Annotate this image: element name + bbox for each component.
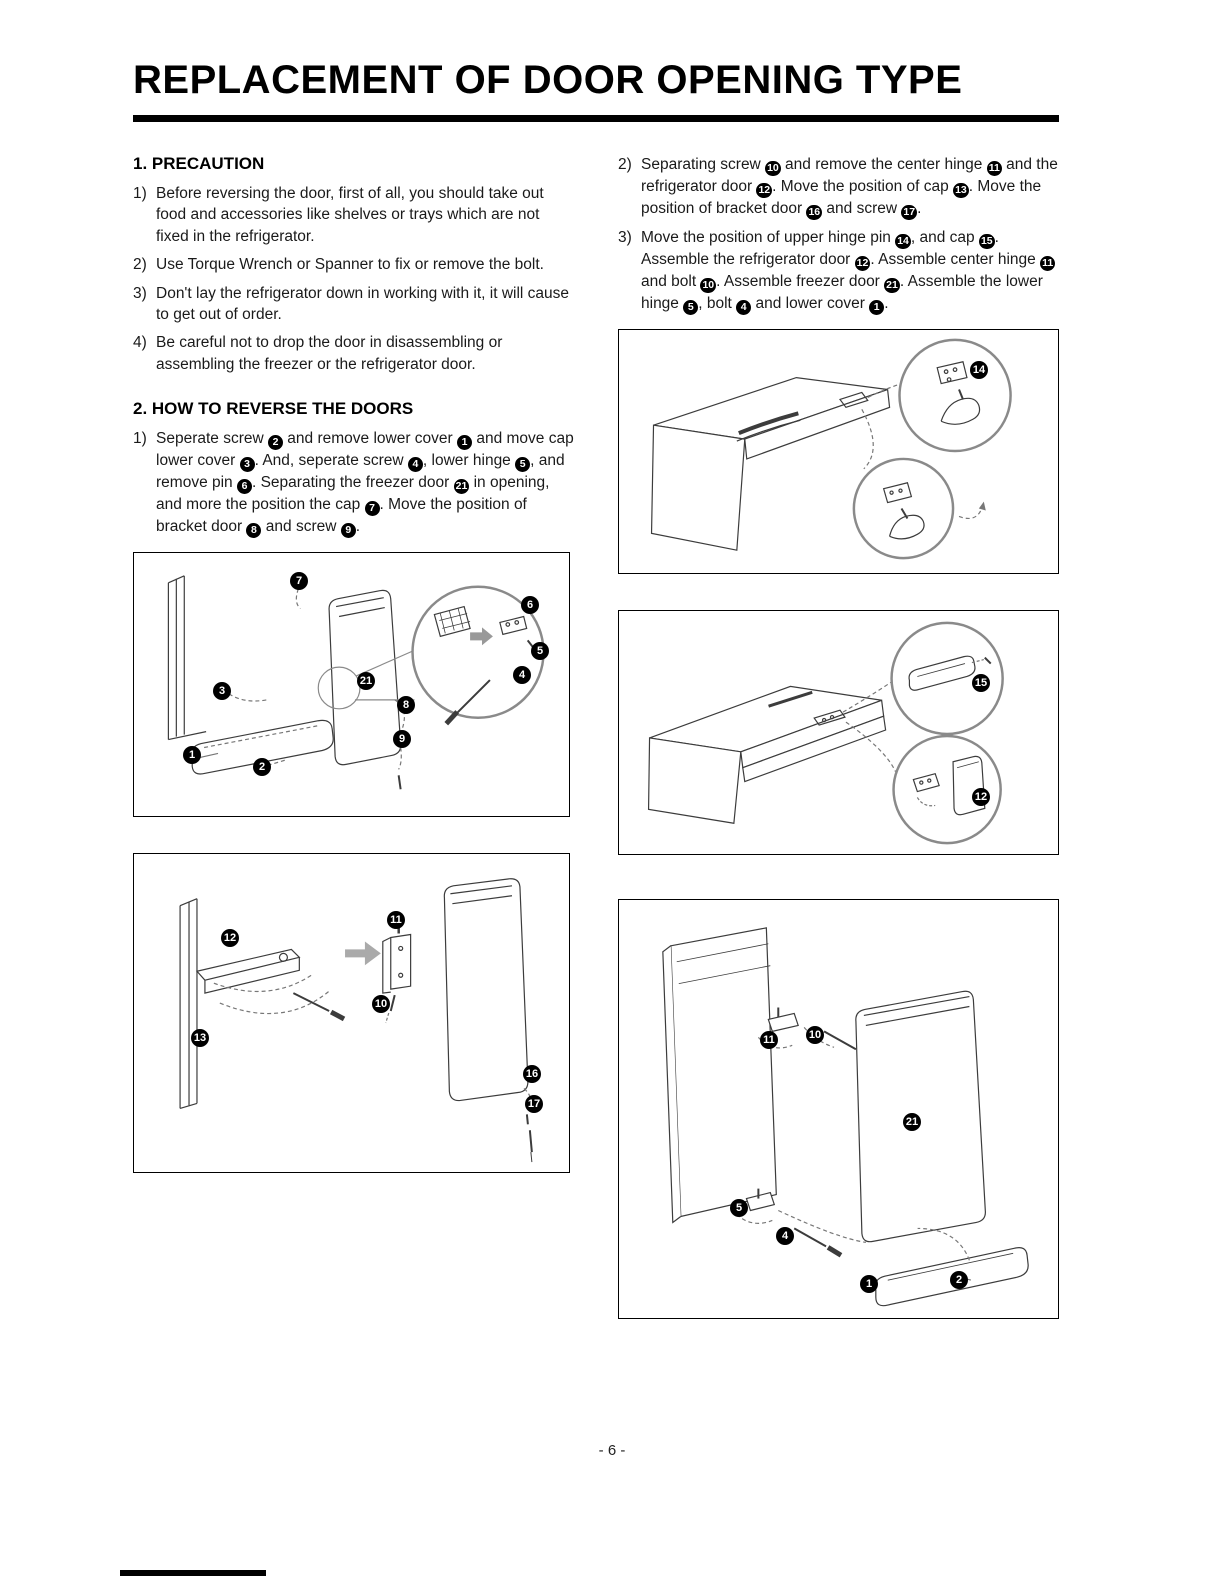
page-content — [133, 58, 1059, 1319]
figure-3-illustration — [619, 330, 1058, 573]
circled-number: 9 — [341, 523, 356, 538]
diagram-callout-21: 21 — [357, 672, 375, 690]
circled-number: 21 — [886, 279, 898, 291]
circled-number: 1 — [869, 300, 884, 315]
item-text: Move the position of upper hinge pin 14 , and cap 15 . Assemble the refrigerator door 12 . Assemble center hinge 11 and bolt 10 . Assemble freezer door 21 . Assemble the lower hinge 5 , bolt 4 and lower cover 1 . — [641, 229, 1054, 313]
diagram-callout-2: 2 — [253, 758, 271, 776]
list-item — [618, 227, 1059, 315]
circled-number: 16 — [808, 206, 821, 218]
diagram-callout-1: 1 — [183, 746, 201, 764]
circled-number: 12 — [856, 257, 869, 269]
diagram-callout-14: 14 — [970, 361, 988, 379]
circled-number: 17 — [903, 206, 916, 218]
figure-upper-hinge-pin — [618, 329, 1059, 574]
item-text: Seperate screw 2 and remove lower cover 1 and move cap lower cover 3 . And, seperate screw 4 , lower hinge 5 , and remove pin 6 . Separating the freezer door 21 in opening, and more the position the cap 7 . Move the position of bracket door 8 and screw 9 . — [156, 430, 574, 536]
diagram-callout-3: 3 — [213, 682, 231, 700]
diagram-callout-12: 12 — [221, 929, 239, 947]
figure-cap-bracket-relocation — [618, 610, 1059, 855]
diagram-callout-2: 2 — [950, 1271, 968, 1289]
section-reverse-doors-continued — [618, 154, 1059, 315]
left-column — [133, 154, 574, 1319]
list-item — [133, 428, 574, 538]
circled-number: 5 — [515, 457, 530, 472]
diagram-callout-5: 5 — [531, 642, 549, 660]
figure-4-illustration — [619, 611, 1058, 854]
reverse-doors-heading: 2. HOW TO REVERSE THE DOORS — [133, 399, 414, 418]
page-title: REPLACEMENT OF DOOR OPENING TYPE — [133, 58, 1059, 122]
two-column-layout — [133, 154, 1059, 1319]
circled-number: 6 — [237, 479, 252, 494]
diagram-callout-9: 9 — [393, 730, 411, 748]
circled-number: 11 — [988, 162, 1000, 174]
list-item — [133, 332, 574, 375]
diagram-callout-12: 12 — [972, 788, 990, 806]
circled-number: 4 — [736, 300, 751, 315]
circled-number: 12 — [758, 184, 771, 196]
figure-2-illustration — [134, 854, 569, 1172]
item-text: Separating screw 10 and remove the center hinge 11 and the refrigerator door 12 . Move the position of cap 13 . Move the position of bracket door 16 and screw 17 . — [641, 156, 1058, 218]
list-item — [133, 183, 574, 247]
diagram-callout-10: 10 — [372, 995, 390, 1013]
diagram-callout-4: 4 — [776, 1227, 794, 1245]
diagram-callout-11: 11 — [760, 1031, 778, 1049]
item-number: 1) — [133, 185, 147, 202]
list-item — [133, 254, 574, 275]
circled-number: 3 — [240, 457, 255, 472]
item-number: 4) — [133, 334, 147, 352]
circled-number: 21 — [455, 480, 468, 492]
item-text: Be careful not to drop the door in disassembling or assembling the freezer or the refrigerator door. — [156, 334, 503, 373]
diagram-callout-1: 1 — [860, 1275, 878, 1293]
list-item — [133, 283, 574, 326]
circled-number: 15 — [980, 235, 993, 247]
section-reverse-doors — [133, 399, 574, 538]
diagram-callout-15: 15 — [972, 674, 990, 692]
diagram-callout-7: 7 — [290, 572, 308, 590]
right-column — [618, 154, 1059, 1319]
circled-number: 5 — [683, 300, 698, 315]
diagram-callout-6: 6 — [521, 596, 539, 614]
circled-number: 2 — [268, 435, 283, 450]
diagram-callout-10: 10 — [806, 1026, 824, 1044]
circled-number: 8 — [246, 523, 261, 538]
diagram-callout-17: 17 — [525, 1095, 543, 1113]
circled-number: 4 — [408, 457, 423, 472]
circled-number: 10 — [767, 162, 779, 174]
page-number: - 6 - — [598, 1442, 626, 1459]
item-text: Use Torque Wrench or Spanner to fix or remove the bolt. — [156, 256, 544, 274]
item-number: 2) — [618, 156, 632, 173]
section-precaution — [133, 154, 574, 375]
circled-number: 10 — [702, 279, 715, 291]
diagram-callout-16: 16 — [523, 1065, 541, 1083]
circled-number: 11 — [1042, 257, 1054, 269]
item-number: 3) — [133, 284, 147, 302]
item-text: Before reversing the door, first of all, you should take out food and accessories like shelves or trays which are not fixed in the refrigerator. — [156, 185, 544, 245]
circled-number: 13 — [955, 184, 967, 196]
circled-number: 14 — [897, 235, 909, 247]
figure-1-illustration — [134, 553, 569, 816]
circled-number: 7 — [365, 501, 380, 516]
diagram-callout-11: 11 — [387, 911, 405, 929]
diagram-callout-8: 8 — [397, 696, 415, 714]
item-number: 3) — [618, 229, 632, 246]
list-item — [618, 154, 1059, 220]
precaution-heading: 1. PRECAUTION — [133, 154, 265, 173]
item-number: 2) — [133, 256, 147, 274]
diagram-callout-4: 4 — [513, 666, 531, 684]
item-number: 1) — [133, 430, 147, 447]
circled-number: 1 — [457, 435, 472, 450]
item-text: Don't lay the refrigerator down in working with it, it will cause to get out of order. — [156, 284, 570, 323]
diagram-callout-13: 13 — [191, 1029, 209, 1047]
figure-door-reassembly — [618, 899, 1059, 1319]
figure-freezer-door-lower-hinge — [133, 552, 570, 817]
figure-center-hinge-removal — [133, 853, 570, 1173]
figure-5-illustration — [619, 900, 1058, 1318]
diagram-callout-5: 5 — [730, 1199, 748, 1217]
footer-rule — [120, 1570, 266, 1576]
diagram-callout-21: 21 — [903, 1113, 921, 1131]
